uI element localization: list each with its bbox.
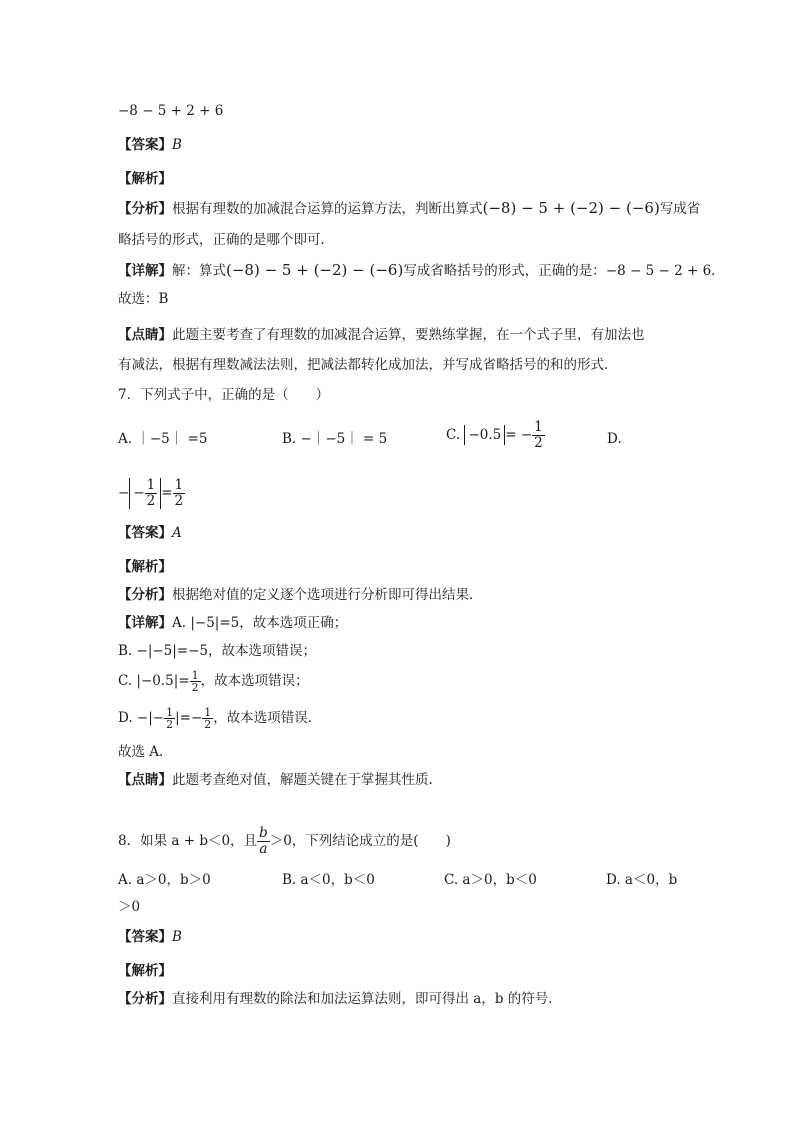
q8-stem-fraction [257,826,270,857]
q7-analysis-line [118,585,483,605]
q7-option-d-fraction-result [173,478,186,509]
q7-answer-line [118,523,182,543]
q7-option-c-label: C. [446,427,461,443]
q8-analysis-line [118,989,562,1009]
q7-option-c-frac-den: 2 [534,435,543,451]
q8-frac-den: a [259,841,268,857]
q7-detail-c-num: 1 [191,669,199,682]
q7-comment-head: 【点睛】 [118,772,172,788]
q8-answer: B [172,929,182,945]
q7-option-a: A. ｜−5｜ =5 [118,431,208,447]
q6-detail-line [118,260,725,281]
q8-analysis-head: 【分析】 [118,991,172,1007]
q6-analysis-line-2: 略括号的形式，正确的是哪个即可． [118,232,334,248]
q8-analysis-tag: 【解析】 [118,963,172,979]
q7-analysis-text: 根据绝对值的定义逐个选项进行分析即可得出结果． [172,587,483,603]
q7-comment-line [118,770,433,790]
q7-option-c-inner: −0.5 [468,427,502,443]
q7-option-d-res-den: 2 [174,493,184,509]
q7-answer: A [172,525,182,541]
q6-comment-line-2: 有减法，根据有理数减法法则，把减法都转化成加法，并写成省略括号的和的形式． [118,357,618,373]
q7-answer-tag: 【答案】 [118,525,172,541]
q7-option-c [446,420,545,451]
q6-analysis-expr: (−8) − 5 + (−2) − (−6) [482,199,660,217]
q7-detail-d-fraction-1 [164,707,175,730]
q7-detail-d-num-2: 1 [204,706,212,719]
q6-answer-tag: 【答案】 [118,137,172,153]
q7-option-d-frac-num: 1 [146,477,156,493]
q7-detail-d-pre: D. −|− [118,710,165,726]
q7-detail-a-line [118,613,347,633]
q7-detail-d-num-1: 1 [166,706,174,719]
q6-detail-expr: (−8) − 5 + (−2) − (−6) [226,261,404,279]
q6-comment-text-1: 此题主要考查了有理数的加减混合运算，要熟练掌握，在一个式子里，有加法也 [172,327,645,343]
q7-option-d-label: D. [607,431,622,447]
q7-option-d-fraction-inner [145,478,158,509]
q7-detail-c-pre: C. |−0.5|= [118,673,190,689]
q7-detail-head: 【详解】 [118,615,172,631]
q8-option-b: B. a＜0，b＜0 [282,872,375,888]
q7-analysis-head: 【分析】 [118,587,172,603]
q8-option-c: C. a＞0，b＜0 [444,872,537,888]
q7-detail-d-post: ，故本选项错误． [213,710,322,726]
q7-option-d-minus: − [118,485,130,501]
q7-analysis-tag: 【解析】 [118,559,172,575]
q7-option-d-res-num: 1 [174,477,184,493]
q6-analysis-head: 【分析】 [118,201,172,217]
q6-choice-d-text: −8 − 5 + 2 + 6 [118,103,224,119]
q7-detail-c-den: 2 [191,681,199,694]
q8-stem-1: 8．如果 a + b＜0，且 [118,833,258,849]
q6-detail-text-2: 写成省略括号的形式，正确的是： [403,263,606,279]
q7-option-d-expression: − − $\frac{1}{2}$ = $\frac{1}{2}$ [118,477,184,509]
q7-option-c-eq: = − [505,427,533,443]
q7-detail-d [118,707,321,730]
q8-frac-num: b [259,825,268,841]
q7-option-d-abs: − $\frac{1}{2}$ [129,478,161,509]
q7-option-c-abs [464,425,505,445]
q6-answer: B [172,137,182,153]
q8-option-d: D. a＜0，b [606,872,678,888]
q7-option-c-frac-num: 1 [534,419,543,435]
q7-option-d-frac-den: 2 [146,493,156,509]
q6-comment-head: 【点睛】 [118,327,172,343]
q7-detail-d-den-1: 2 [166,718,174,731]
q6-analysis-text-2: 写成省 [659,201,701,217]
q8-stem-2: ＞0，下列结论成立的是( ) [269,833,451,849]
q6-detail-head: 【详解】 [118,263,172,279]
q7-detail-b: B. −|−5|=−5，故本选项错误； [118,643,317,659]
q7-detail-c-fraction [190,670,201,693]
q6-analysis-tag: 【解析】 [118,171,172,187]
q7-detail-c-post: ，故本选项错误； [200,673,309,689]
q7-conclusion: 故选 A. [118,744,164,760]
q8-option-d-wrap: ＞0 [118,899,141,915]
q8-analysis-text: 直接利用有理数的除法和加法运算法则，即可得出 a，b 的符号． [172,991,562,1007]
q8-answer-tag: 【答案】 [118,929,172,945]
q6-conclusion: 故选：B [118,291,169,307]
q7-detail-c [118,670,309,693]
q6-analysis-text-1: 根据有理数的加减混合运算的运算方法，判断出算式 [172,201,483,217]
q6-choice-d-expression [118,101,223,121]
q7-stem: 7．下列式子中，正确的是（ ） [118,387,330,403]
q8-option-a: A. a＞0，b＞0 [118,872,211,888]
q6-detail-end: ． [711,263,725,279]
q7-comment-text: 此题考查绝对值，解题关键在于掌握其性质. [172,772,433,788]
q7-detail-d-mid: |=− [175,710,203,726]
q8-answer-line [118,927,182,947]
q7-option-b: B. −｜−5｜ = 5 [282,431,388,447]
q6-comment-line-1 [118,325,645,345]
q6-analysis-line-1 [118,198,700,219]
q7-detail-d-den-2: 2 [204,718,212,731]
q6-answer-line [118,135,182,155]
q8-stem [118,826,451,857]
q7-detail-a: A. |−5|=5，故本选项正确； [172,615,348,631]
q6-detail-text-1: 解：算式 [172,263,226,279]
q6-detail-result: −8 − 5 − 2 + 6 [605,263,712,279]
q7-option-c-fraction [532,420,545,451]
q7-detail-d-fraction-2 [202,707,213,730]
